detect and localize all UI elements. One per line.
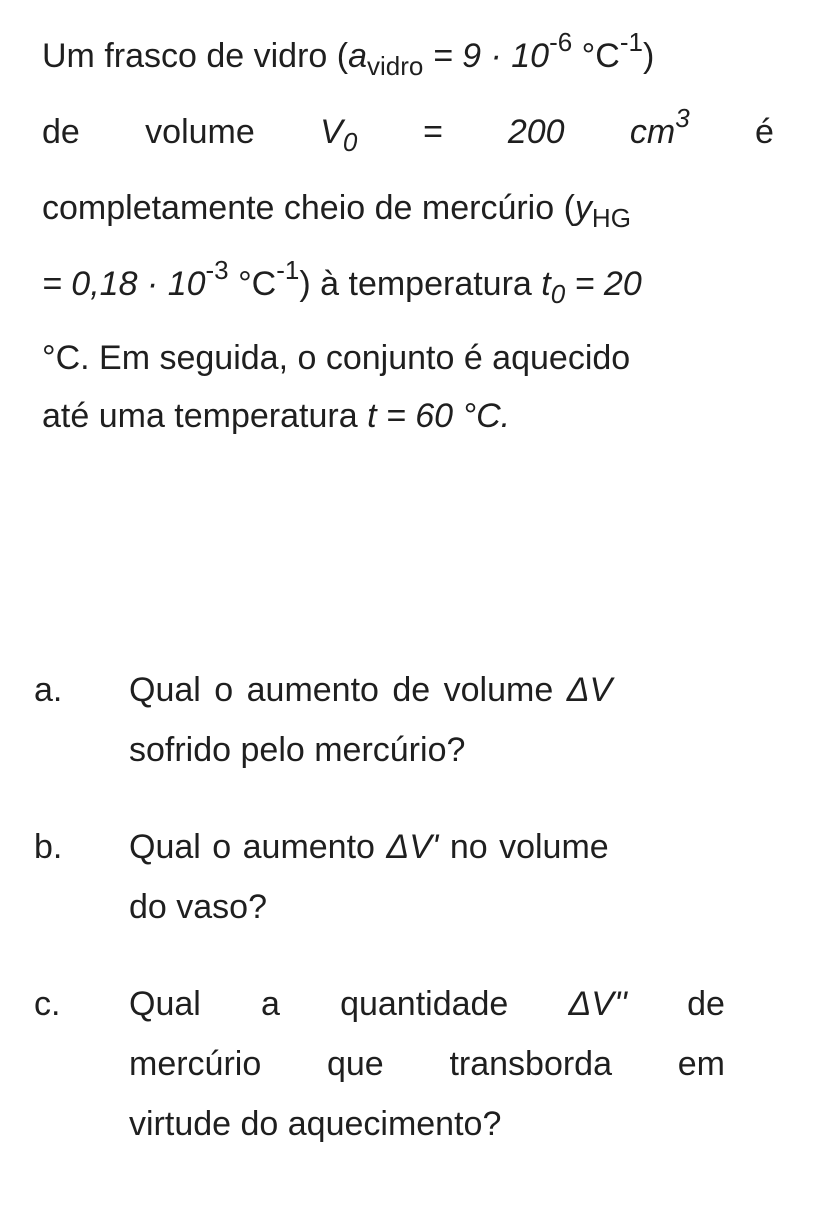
question-c-line-1 — [129, 984, 725, 1024]
delta-v-symbol: ΔV — [566, 671, 613, 709]
t0-symbol: t — [541, 265, 551, 303]
question-c-text-3: virtude do aquecimento? — [129, 1105, 502, 1143]
alpha-value: = 9 · 10 — [423, 37, 550, 75]
paren-close: ) — [642, 37, 655, 75]
delta-v-prime-symbol: ΔV' — [386, 828, 439, 866]
volume-subscript: 0 — [342, 127, 358, 157]
intro-line-3 — [42, 188, 774, 233]
question-c-line-3 — [129, 1104, 725, 1144]
intro-line-6 — [42, 396, 774, 436]
volume-unit: cm — [629, 113, 676, 151]
intro-line-1 — [42, 27, 774, 81]
t-symbol: t — [367, 397, 377, 435]
alpha-symbol: a — [348, 37, 368, 75]
question-c-word: que — [326, 1045, 384, 1083]
question-a-text: Qual o aumento de volume — [129, 671, 567, 709]
question-b-text: Qual o aumento — [129, 828, 387, 866]
question-b-text-end: no volume — [438, 828, 609, 866]
question-a-line-2 — [129, 730, 725, 770]
gamma-value: = 0,18 · 10 — [42, 265, 206, 303]
intro-text-5: °C. Em seguida, o conjunto é aquecido — [42, 339, 631, 377]
gamma-exponent: -3 — [205, 255, 229, 285]
gamma-subscript: HG — [591, 203, 631, 233]
question-letter: a. — [34, 671, 63, 709]
delta-v-double-prime-symbol: ΔV'' — [568, 985, 627, 1023]
intro-text: Um frasco de vidro ( — [42, 37, 349, 75]
word-de: de — [42, 113, 80, 151]
intro-text-6: até uma temperatura — [42, 397, 368, 435]
t0-value: = 20 — [565, 265, 642, 303]
alpha-subscript: vidro — [367, 51, 424, 81]
intro-line-5 — [42, 338, 774, 378]
volume-value: 200 — [507, 113, 565, 151]
question-c-word: a — [260, 985, 280, 1023]
question-a-text-2: sofrido pelo mercúrio? — [129, 731, 466, 769]
intro-text-4: ) à temperatura — [299, 265, 542, 303]
question-c-word: de — [687, 985, 725, 1023]
intro-line-4 — [42, 255, 774, 309]
intro-line-2 — [42, 103, 774, 157]
equals-sign: = — [422, 113, 443, 151]
question-c — [0, 984, 816, 1184]
intro-text-3: completamente cheio de mercúrio ( — [42, 189, 575, 227]
question-c-word: transborda — [449, 1045, 612, 1083]
volume-symbol: V — [320, 113, 343, 151]
question-c-word: Qual — [129, 985, 201, 1023]
alpha-unit-exponent: -1 — [619, 27, 643, 57]
question-letter: c. — [34, 985, 61, 1023]
question-a-line-1 — [129, 670, 725, 710]
question-c-word: em — [677, 1045, 725, 1083]
question-c-word: mercúrio — [129, 1045, 262, 1083]
word-volume: volume — [145, 113, 255, 151]
question-b-text-2: do vaso? — [129, 888, 267, 926]
question-letter: b. — [34, 828, 63, 866]
question-b-line-2 — [129, 887, 725, 927]
question-c-word: quantidade — [340, 985, 509, 1023]
gamma-unit: °C — [228, 265, 277, 303]
gamma-unit-exponent: -1 — [276, 255, 300, 285]
word-e: é — [755, 113, 774, 151]
gamma-symbol: y — [574, 189, 592, 227]
t-value: = 60 °C. — [376, 397, 511, 435]
question-b-line-1 — [129, 827, 725, 867]
t0-subscript: 0 — [550, 279, 566, 309]
alpha-unit: °C — [572, 37, 620, 75]
alpha-exponent: -6 — [549, 27, 573, 57]
volume-unit-exponent: 3 — [675, 103, 690, 133]
question-c-line-2 — [129, 1044, 725, 1084]
